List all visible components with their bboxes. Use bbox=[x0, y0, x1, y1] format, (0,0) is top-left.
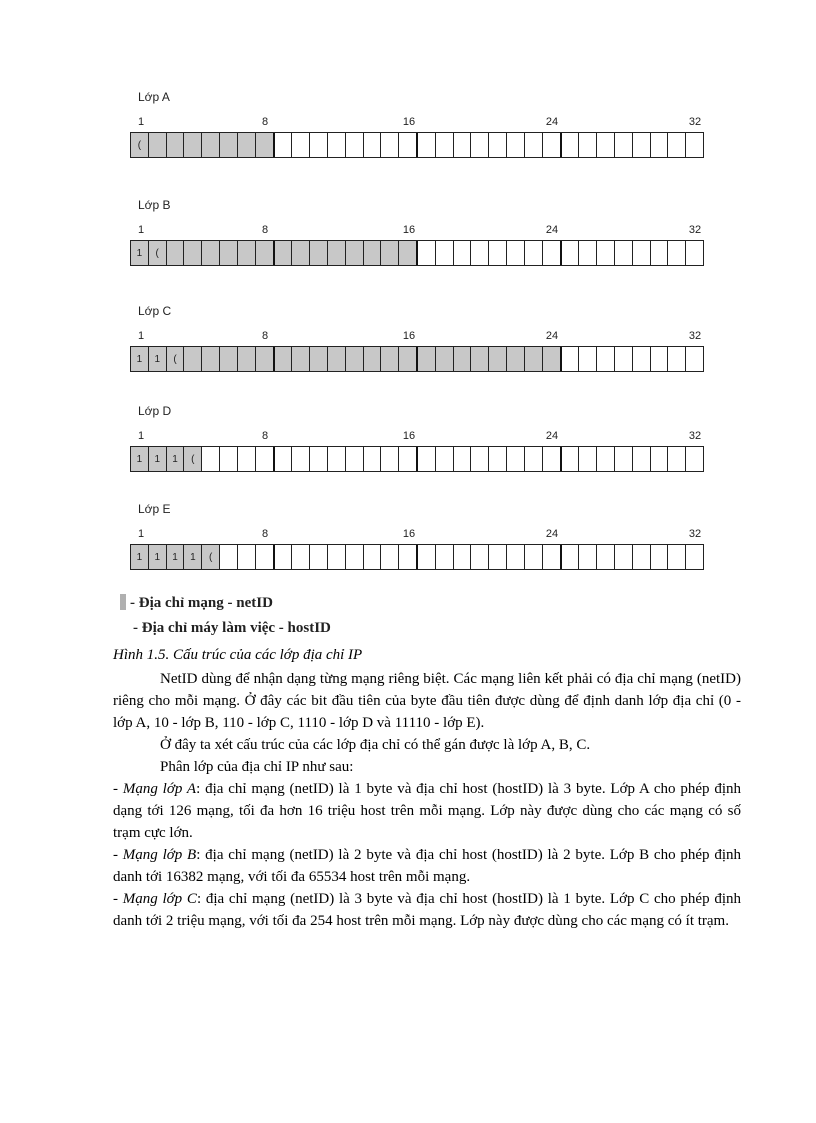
bit-tick-label: 1 bbox=[138, 528, 145, 540]
bit-cell bbox=[149, 133, 167, 157]
bit-cell bbox=[507, 241, 525, 265]
bit-cell bbox=[471, 447, 489, 471]
legend-hostid: - Địa chỉ máy làm việc - hostID bbox=[133, 620, 331, 636]
bit-cell bbox=[418, 347, 436, 371]
bit-cell bbox=[256, 347, 275, 371]
bit-cell bbox=[597, 241, 615, 265]
bit-cell bbox=[579, 545, 597, 569]
bit-cell bbox=[633, 241, 651, 265]
bit-cell bbox=[310, 545, 328, 569]
bit-cell bbox=[220, 347, 238, 371]
paragraph-classes: Ở đây ta xét cấu trúc của các lớp địa chỉ có thể gán được là lớp A, B, C. bbox=[160, 737, 591, 753]
bit-cell bbox=[436, 241, 454, 265]
class-diagram bbox=[130, 404, 704, 474]
bit-cell bbox=[418, 545, 436, 569]
class-diagram bbox=[130, 198, 704, 268]
bit-cell bbox=[489, 133, 507, 157]
bit-cell bbox=[310, 447, 328, 471]
bit-cell bbox=[275, 545, 293, 569]
bit-tick-label: 16 bbox=[402, 116, 416, 128]
bit-cell bbox=[668, 545, 686, 569]
bit-cell bbox=[454, 133, 472, 157]
bit-cell bbox=[615, 347, 633, 371]
bit-cell bbox=[238, 545, 256, 569]
bit-cell bbox=[399, 133, 418, 157]
bit-cell bbox=[202, 347, 220, 371]
bit-cell: 1 bbox=[131, 347, 149, 371]
bit-cell bbox=[686, 133, 704, 157]
bit-tick-label: 8 bbox=[261, 528, 269, 540]
paragraph-class-c: - Mạng lớp C: địa chỉ mạng (netID) là 3 byte và địa chỉ host (hostID) là 1 byte. Lớp C cho phép định danh tới 2 triệu mạng, với tối đa 254 host trên mỗi mạng. Lớp này được dùng cho các mạng có ít trạm. bbox=[113, 891, 741, 929]
bit-cell bbox=[597, 347, 615, 371]
body-text bbox=[113, 668, 741, 932]
bit-cell bbox=[167, 133, 185, 157]
bit-tick-label: 16 bbox=[402, 224, 416, 236]
bit-cell bbox=[436, 133, 454, 157]
bit-cell bbox=[651, 241, 669, 265]
bit-cell bbox=[471, 241, 489, 265]
bit-cell: 1 bbox=[167, 447, 185, 471]
bit-cell bbox=[364, 545, 382, 569]
bit-cell bbox=[310, 347, 328, 371]
bit-cell bbox=[202, 447, 220, 471]
bit-cell: 1 bbox=[131, 241, 149, 265]
bit-cell bbox=[633, 133, 651, 157]
bit-cell bbox=[507, 133, 525, 157]
class-title: Lớp E bbox=[138, 502, 171, 516]
bit-cell: 1 bbox=[131, 545, 149, 569]
legend-netid: - Địa chỉ mạng - netID bbox=[120, 594, 273, 612]
bit-cell bbox=[543, 241, 562, 265]
bit-cell bbox=[381, 133, 399, 157]
bit-cell bbox=[275, 447, 293, 471]
bit-cell bbox=[184, 241, 202, 265]
bit-cell bbox=[220, 545, 238, 569]
bit-tick-label: 32 bbox=[688, 330, 702, 342]
paragraph-netid: NetID dùng để nhận dạng từng mạng riêng biệt. Các mạng liên kết phải có địa chỉ mạng (netID) riêng cho mỗi mạng. Ở đây các bit đầu tiên của byte đầu tiên được dùng để định danh lớp địa chỉ (0 - lớp A, 10 - lớp B, 110 - lớp C, 1110 - lớp D và 11110 - lớp E). bbox=[113, 671, 741, 731]
bit-cell bbox=[436, 347, 454, 371]
bit-tick-label: 1 bbox=[138, 116, 145, 128]
bit-cell bbox=[346, 447, 364, 471]
class-diagram bbox=[130, 90, 704, 160]
bit-cell bbox=[220, 241, 238, 265]
bit-cell bbox=[471, 133, 489, 157]
bit-cell bbox=[686, 447, 704, 471]
bit-tick-label: 16 bbox=[402, 528, 416, 540]
bit-cell bbox=[489, 241, 507, 265]
bit-cell bbox=[489, 347, 507, 371]
bit-cell bbox=[381, 545, 399, 569]
bit-cell bbox=[328, 347, 346, 371]
bit-tick-label: 24 bbox=[545, 330, 559, 342]
bit-cell bbox=[167, 241, 185, 265]
bit-cell bbox=[328, 241, 346, 265]
bit-tick-label: 16 bbox=[402, 330, 416, 342]
bit-cell bbox=[579, 241, 597, 265]
bit-cell bbox=[310, 133, 328, 157]
bit-cell bbox=[579, 447, 597, 471]
bit-cell bbox=[399, 347, 418, 371]
bit-cell bbox=[292, 545, 310, 569]
class-diagram bbox=[130, 304, 704, 374]
bit-cell bbox=[525, 545, 543, 569]
bit-cell bbox=[328, 133, 346, 157]
bit-cell bbox=[525, 241, 543, 265]
bit-row bbox=[130, 544, 704, 570]
bit-cell bbox=[633, 447, 651, 471]
bit-cell bbox=[184, 347, 202, 371]
bit-cell bbox=[615, 241, 633, 265]
bit-cell bbox=[220, 447, 238, 471]
bit-cell bbox=[507, 347, 525, 371]
bit-cell bbox=[686, 241, 704, 265]
bit-tick-label: 8 bbox=[261, 224, 269, 236]
bit-cell bbox=[668, 447, 686, 471]
bit-cell bbox=[256, 133, 275, 157]
bit-cell bbox=[579, 347, 597, 371]
bit-row bbox=[130, 346, 704, 372]
bit-tick-label: 1 bbox=[138, 330, 145, 342]
class-title: Lớp C bbox=[138, 304, 172, 318]
bit-cell bbox=[454, 545, 472, 569]
bit-cell bbox=[310, 241, 328, 265]
bit-cell bbox=[615, 133, 633, 157]
bit-cell bbox=[615, 545, 633, 569]
bit-tick-label: 24 bbox=[545, 116, 559, 128]
bit-tick-label: 24 bbox=[545, 430, 559, 442]
bit-cell bbox=[238, 133, 256, 157]
bit-tick-label: 1 bbox=[138, 430, 145, 442]
bit-cell bbox=[454, 447, 472, 471]
bit-cell: ( bbox=[167, 347, 185, 371]
bit-tick-label: 32 bbox=[688, 224, 702, 236]
bit-cell bbox=[275, 241, 293, 265]
bit-cell bbox=[346, 347, 364, 371]
bit-cell bbox=[436, 447, 454, 471]
bit-tick-label: 1 bbox=[138, 224, 145, 236]
bit-cell: ( bbox=[131, 133, 149, 157]
bit-cell bbox=[525, 347, 543, 371]
bit-cell bbox=[364, 133, 382, 157]
bit-tick-label: 8 bbox=[261, 430, 269, 442]
bit-cell bbox=[292, 133, 310, 157]
bit-cell bbox=[615, 447, 633, 471]
bit-cell bbox=[238, 241, 256, 265]
bit-cell bbox=[381, 347, 399, 371]
bit-cell bbox=[418, 241, 436, 265]
bit-cell: 1 bbox=[149, 347, 167, 371]
bit-cell bbox=[256, 545, 275, 569]
bit-cell bbox=[292, 347, 310, 371]
paragraph-class-b: - Mạng lớp B: địa chỉ mạng (netID) là 2 byte và địa chỉ host (hostID) là 2 byte. Lớp B cho phép định danh tới 16382 mạng, với tối đa 65534 host trên mỗi mạng. bbox=[113, 847, 741, 885]
bit-cell bbox=[633, 347, 651, 371]
bit-cell bbox=[256, 447, 275, 471]
bit-cell bbox=[562, 241, 580, 265]
bit-cell bbox=[471, 347, 489, 371]
bit-cell bbox=[651, 133, 669, 157]
bit-cell bbox=[651, 545, 669, 569]
bit-cell bbox=[364, 347, 382, 371]
bit-tick-label: 16 bbox=[402, 430, 416, 442]
bit-cell bbox=[562, 347, 580, 371]
bit-cell bbox=[668, 347, 686, 371]
bit-cell bbox=[579, 133, 597, 157]
bit-cell bbox=[292, 241, 310, 265]
bit-cell bbox=[597, 545, 615, 569]
bit-cell bbox=[275, 133, 293, 157]
bit-cell bbox=[381, 447, 399, 471]
bit-cell bbox=[346, 545, 364, 569]
bit-tick-label: 24 bbox=[545, 224, 559, 236]
bit-cell bbox=[668, 133, 686, 157]
bit-cell bbox=[275, 347, 293, 371]
bit-cell bbox=[686, 347, 704, 371]
bit-cell bbox=[471, 545, 489, 569]
bit-cell bbox=[543, 347, 562, 371]
bit-cell bbox=[184, 133, 202, 157]
bit-tick-label: 8 bbox=[261, 330, 269, 342]
paragraph-class-a: - Mạng lớp A: địa chỉ mạng (netID) là 1 byte và địa chỉ host (hostID) là 3 byte. Lớp A cho phép định dạng tới 126 mạng, tối đa hơn 16 triệu host trên mỗi mạng. Lớp này được dùng cho các mạng có số trạm cực lớn. bbox=[113, 781, 742, 841]
bit-cell bbox=[399, 241, 418, 265]
bit-cell: 1 bbox=[184, 545, 202, 569]
bit-cell bbox=[220, 133, 238, 157]
bit-cell bbox=[633, 545, 651, 569]
bit-cell bbox=[562, 545, 580, 569]
bit-cell bbox=[202, 133, 220, 157]
bit-cell: 1 bbox=[149, 545, 167, 569]
bit-cell bbox=[436, 545, 454, 569]
bit-cell bbox=[651, 447, 669, 471]
figure-caption: Hình 1.5. Cấu trúc của các lớp địa chỉ IP bbox=[113, 647, 363, 663]
bit-cell bbox=[454, 241, 472, 265]
bit-tick-label: 8 bbox=[261, 116, 269, 128]
bit-cell bbox=[507, 447, 525, 471]
bit-cell bbox=[418, 133, 436, 157]
bit-cell bbox=[418, 447, 436, 471]
bit-row bbox=[130, 240, 704, 266]
bit-cell bbox=[686, 545, 704, 569]
bit-cell bbox=[399, 447, 418, 471]
bit-cell bbox=[562, 133, 580, 157]
bit-cell bbox=[525, 133, 543, 157]
bit-cell bbox=[328, 545, 346, 569]
class-title: Lớp A bbox=[138, 90, 170, 104]
bit-cell: 1 bbox=[131, 447, 149, 471]
bit-cell bbox=[651, 347, 669, 371]
bit-cell bbox=[668, 241, 686, 265]
bit-cell bbox=[454, 347, 472, 371]
class-title: Lớp D bbox=[138, 404, 172, 418]
bit-cell: 1 bbox=[167, 545, 185, 569]
bit-cell bbox=[292, 447, 310, 471]
bit-cell bbox=[202, 241, 220, 265]
bit-tick-label: 32 bbox=[688, 430, 702, 442]
bit-cell bbox=[597, 447, 615, 471]
class-title: Lớp B bbox=[138, 198, 171, 212]
bit-cell bbox=[238, 447, 256, 471]
bit-row bbox=[130, 132, 704, 158]
bit-cell: ( bbox=[149, 241, 167, 265]
bit-cell bbox=[543, 545, 562, 569]
bit-cell bbox=[399, 545, 418, 569]
bit-cell bbox=[346, 241, 364, 265]
bit-tick-label: 32 bbox=[688, 528, 702, 540]
paragraph-intro: Phân lớp của địa chỉ IP như sau: bbox=[160, 759, 354, 775]
bit-cell bbox=[364, 447, 382, 471]
bit-tick-label: 24 bbox=[545, 528, 559, 540]
netid-swatch-icon bbox=[120, 594, 126, 610]
bit-row bbox=[130, 446, 704, 472]
bit-cell bbox=[346, 133, 364, 157]
bit-cell bbox=[525, 447, 543, 471]
bit-cell bbox=[489, 447, 507, 471]
bit-cell bbox=[507, 545, 525, 569]
bit-cell bbox=[238, 347, 256, 371]
bit-cell bbox=[381, 241, 399, 265]
bit-cell bbox=[597, 133, 615, 157]
bit-cell: ( bbox=[202, 545, 220, 569]
bit-cell bbox=[543, 133, 562, 157]
bit-cell bbox=[543, 447, 562, 471]
bit-cell: ( bbox=[184, 447, 202, 471]
bit-tick-label: 32 bbox=[688, 116, 702, 128]
bit-cell bbox=[364, 241, 382, 265]
bit-cell bbox=[328, 447, 346, 471]
bit-cell bbox=[256, 241, 275, 265]
bit-cell: 1 bbox=[149, 447, 167, 471]
bit-cell bbox=[562, 447, 580, 471]
class-diagram bbox=[130, 502, 704, 572]
bit-cell bbox=[489, 545, 507, 569]
